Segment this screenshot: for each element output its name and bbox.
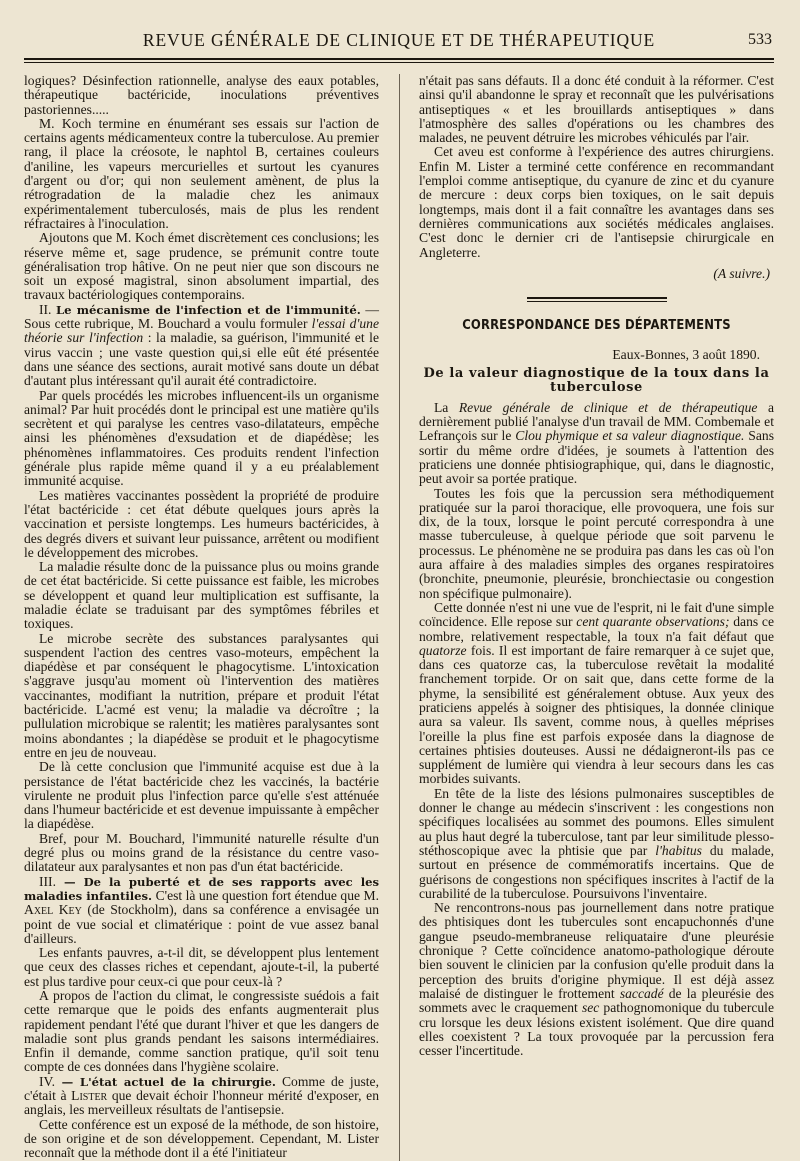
italic-phrase: l'essai d'une théorie sur l'infection <box>24 316 379 346</box>
italic-phrase: saccadé <box>619 985 664 1001</box>
paragraph <box>419 401 774 487</box>
paragraph-text: Sans sortir du même ordre d'idées, je soumets à l'attention des praticiens une donnée phtisiographique, qui, dans le diagnostic, peut avoir sa portée pratique. <box>419 428 774 487</box>
paragraph <box>419 601 774 787</box>
paragraph: Bref, pour M. Bouchard, l'immunité naturelle résulte d'un degré plus ou moins grand de la résistance du centre vaso-dilatateur aux paralysantes et non pas d'un état bactéricide. <box>24 830 379 875</box>
paragraph-text: du malade, surtout en présence de commémoratifs incertains. Que de guérisons de congestions non spécifiques inscrites à l'actif de la curabilité de la tuberculose. Poursuivons l'inventaire. <box>419 842 775 901</box>
header-rule <box>24 58 774 63</box>
running-title: REVUE GÉNÉRALE DE CLINIQUE ET DE THÉRAPEUTIQUE <box>142 30 656 50</box>
italic-phrase: l'habitus <box>655 842 702 858</box>
paragraph-text: Comme de juste, c'était à <box>24 1073 379 1104</box>
paragraph-text: — Sous cette rubrique, M. Bouchard a voulu formuler <box>24 301 379 332</box>
paragraph: M. Koch termine en énumérant ses essais sur l'action de certains agents médicamenteux contre la tuberculose. Au premier rang, il place la créosote, le naphtol B, certaines couleurs d'aniline, les vapeurs mercurielles et surtout les cyanures d'argent ou d'or; qui non seulement amènent, de plus la rétrogradation de la maladie chez les animaux expérimentalement tuberculosés, mais de plus les rendent réfractaires à l'inoculation. <box>24 115 379 231</box>
paragraph-text: de la pleurésie des sommets avec le craquement <box>419 985 774 1016</box>
italic-phrase: Clou phymique et sa valeur diagnostique. <box>515 428 745 444</box>
italic-phrase: sec <box>581 1000 600 1016</box>
paragraph <box>419 901 774 1058</box>
paragraph: Ajoutons que M. Koch émet discrètement ces conclusions; les réserve même et, sage prudence, se prémunit contre toute généralisation trop hâtive. On ne peut nier que son discours ne soit un exposé magistral, sinon absolument impartial, des travaux bactériologiques contemporains. <box>24 230 379 303</box>
paragraph-text: dans ce nombre, relativement respectable, la toux n'a fait défaut que <box>419 614 774 644</box>
paragraph-text: Cette donnée n'est ni une vue de l'esprit, ni le fait d'une simple coïncidence. Elle repose sur <box>419 599 774 630</box>
paragraph-text: a dernièrement publié l'analyse d'un travail de MM. Combemale et Lefrançois sur le <box>419 399 774 444</box>
section-number: IV. <box>39 1073 55 1089</box>
paragraph <box>419 787 774 901</box>
paragraph-text: C'est là une question fort étendue que M. <box>152 887 379 903</box>
paragraph: Le microbe secrète des substances paralysantes qui suspendent l'action des centres vaso-moteurs, empêchent la diapédèse et par conséquent le phagocytisme. L'intoxication s'aggrave jusqu'au moment où l'intervention des matières vaccinantes, modifiant la nutrition, prépare et produit l'état bactéricide. L'acmé est venu; la maladie va décroître ; la pullulation microbique se ralentit; les matières paralysantes sont moins abondantes ; la diapédèse se produit et le phagocytisme entre en jeu de nouveau. <box>24 630 379 760</box>
paragraph: A propos de l'action du climat, le congressiste suédois a fait cette remarque que le poids des enfants augmenterait plus rapidement pendant l'été que durant l'hiver et que les dangers de maladie sont plus grands pendant les saisons intermédiaires. Enfin il demande, comme sanction pratique, qu'il soit tenu compte de ces données dans l'hygiène scolaire. <box>24 988 379 1075</box>
italic-phrase: Revue générale de clinique et de thérapeutique <box>458 399 758 415</box>
section-heading: Le mécanisme de l'infection et de l'immunité. <box>56 302 361 317</box>
paragraph: Les matières vaccinantes possèdent la propriété de produire l'état bactéricide : cet état débute quelques jours après la vaccination et persiste longtemps. Les humeurs bactéricides, à des degrés divers et suivant leur puissance, arrêtent ou modifient le développement des microbes. <box>24 487 379 560</box>
italic-phrase: cent quarante observations; <box>576 614 730 630</box>
paragraph: Par quels procédés les microbes influencent-ils un organisme animal? Par huit procédés dont le principal est une matière qu'ils secrètent et qui paralyse les centres vaso-dilatateurs, empêche ainsi les phénomènes d'exsudation et de diapédèse; les phénomènes inflammatoires. Ces produits rendent l'infection générale plus rapide même quand il y a eu préalablement immunité acquise. <box>24 387 379 489</box>
left-column <box>24 74 379 1161</box>
paragraph-text: que devait échoir l'honneur mérité d'exposer, en anglais, les merveilleux résultats de l'antisepsie. <box>24 1088 379 1118</box>
paragraph-text: La <box>434 399 459 415</box>
column-divider <box>399 74 400 1161</box>
section-ii-paragraph <box>24 303 379 389</box>
page-number: 533 <box>748 31 772 48</box>
author-name: Lister <box>71 1088 108 1104</box>
paragraph: Les enfants pauvres, a-t-il dit, se développent plus lentement que ceux des classes riches et cependant, ajoute-t-il, la puberté est plus tardive pour ceux-ci que pour ceux-là ? <box>24 945 379 989</box>
section-divider-rule <box>527 297 667 302</box>
paragraph-text: En tête de la liste des lésions pulmonaires susceptibles de donner le change au médecin s'inscrivent : les congestions non spécifiques localisées au sommet des poumons. Elles simulent au plus haut degré la tuberculose, tant par leur similitude plesso-stéthoscopique avec la phtisie que par <box>419 785 774 858</box>
to-be-continued: (A suivre.) <box>713 265 770 281</box>
paragraph-text: fois. Il est important de faire remarquer à ce sujet que, dans ces quatorze cas, la tuberculose revêtait la modalité franchement torpide. Or on sait que, dans cette forme de la phyme, la sensibilité est généralement obtuse. Aux yeux des praticiens appelés à soigner des phtisiques, la donnée clinique aura sa valeur. Ils savent, comme nous, à quelles méprises l'oreille la plus fine est parfois exposée dans la diagnose de certaines phtisies douteuses. Aussi ne dédaigneront-ils pas ce supplément de lumière qui viendra à leur secours dans les cas morbides suivants. <box>419 642 774 787</box>
paragraph-text: Ne rencontrons-nous pas journellement dans notre pratique des phtisiques dont les tubercules sont encapuchonnés d'une gangue pseudo-membraneuse reliquataire d'une pleurésie chronique ? Cette coïncidence anatomo-pathologique déroute bien souvent le clinicien par la confusion qu'elle produit dans la perception des bruits d'origine phymique. Il est déjà assez malaisé de distinguer le frottement <box>419 900 774 1001</box>
section-iv-paragraph <box>24 1075 379 1118</box>
dateline: Eaux-Bonnes, 3 août 1890. <box>612 347 760 363</box>
section-heading: — L'état actuel de la chirurgie. <box>55 1074 276 1089</box>
article-title: De la valeur diagnostique de la toux dans la tuberculose <box>423 365 770 395</box>
paragraph: logiques? Désinfection rationnelle, analyse des eaux potables, thérapeutique bactéricide, inoculations préventives pastoriennes..... <box>24 73 379 117</box>
two-column-body <box>24 74 774 1161</box>
section-title: CORRESPONDANCE DES DÉPARTEMENTS <box>462 317 731 334</box>
paragraph: La maladie résulte donc de la puissance plus ou moins grande de cet état bactéricide. Si cette puissance est faible, les microbes se développent et quand leur multiplication est suffisante, la maladie éclate se traduisant par des symptômes fébriles et toxiques. <box>24 559 379 632</box>
right-column <box>419 74 774 1161</box>
section-iii-paragraph <box>24 875 379 946</box>
paragraph: De là cette conclusion que l'immunité acquise est due à la persistance de l'état bactéricide chez les vaccinés, la bactérie virulente ne produit plus l'infection parce qu'elle s'est atténuée dans l'humeur bactéricide et est devenue impuissante à empêcher la diapédèse. <box>24 759 379 832</box>
section-number: II. <box>39 301 52 317</box>
paragraph: Cette conférence est un exposé de la méthode, de son histoire, de son origine et de son développement. Cependant, M. Lister reconnaît que la méthode dont il a été l'initiateur <box>24 1116 379 1161</box>
paragraph-text: : la maladie, sa guérison, l'immunité et le virus vaccin ; une vaste question qui,si elle eût été présentée dans une séance des sections, aurait motivé sans doute un débat d'autant plus intéressant qu'il aurait été contradictoire. <box>24 330 379 389</box>
paragraph: n'était pas sans défauts. Il a donc été conduit à la réformer. C'est ainsi qu'il abandonne le spray et reconnaît que les pulvérisations antiseptiques « et les brouillards antiseptiques » dans l'atmosphère des salles d'opérations ou les chambres des malades, ne peuvent détruire les microbes véhiculés par l'air. <box>419 73 774 146</box>
section-number: III. <box>39 873 56 889</box>
section-heading: — De la puberté et de ses rapports avec les maladies infantiles. <box>24 874 379 903</box>
author-name: Axel Key <box>24 902 82 918</box>
paragraph: Toutes les fois que la percussion sera méthodiquement pratiquée sur la paroi thoracique, elle provoquera, une fois sur dix, de la toux, lorsque le point percuté correspondra à une masse tuberculeuse, à quelque période que soit parvenu le processus. Le phénomène ne se produira pas dans les cas où l'on aura affaire à des maladies simples des organes respiratoires (bronchite, pneumonie, pleurésie, bronchiectasie ou congestion non spécifique pulmonaire). <box>419 485 774 601</box>
page-header <box>24 26 774 58</box>
paragraph-text: pathognomonique du tubercule cru lorsque les deux lésions existent isolément. Que dire quand elles coexistent ? La toux provoquée par la percussion fera cesser l'incertitude. <box>419 1000 774 1059</box>
italic-phrase: quatorze <box>419 642 467 658</box>
paragraph-text: (de Stockholm), dans sa conférence a envisagée un point de vue social et climatérique : point de vue assez banal d'ailleurs. <box>24 902 379 946</box>
paragraph: Cet aveu est conforme à l'expérience des autres chirurgiens. Enfin M. Lister a terminé cette conférence en recommandant l'emploi comme antiseptique, du cyanure de zinc et du cyanure de mercure : deux corps bien toxiques, on le sait depuis longtemps, mais dont il a fait connaître les avantages dans ses dernières communications aux sociétés médicales anglaises. C'est donc le dernier cri de l'antisepsie chirurgicale en Angleterre. <box>419 144 774 260</box>
